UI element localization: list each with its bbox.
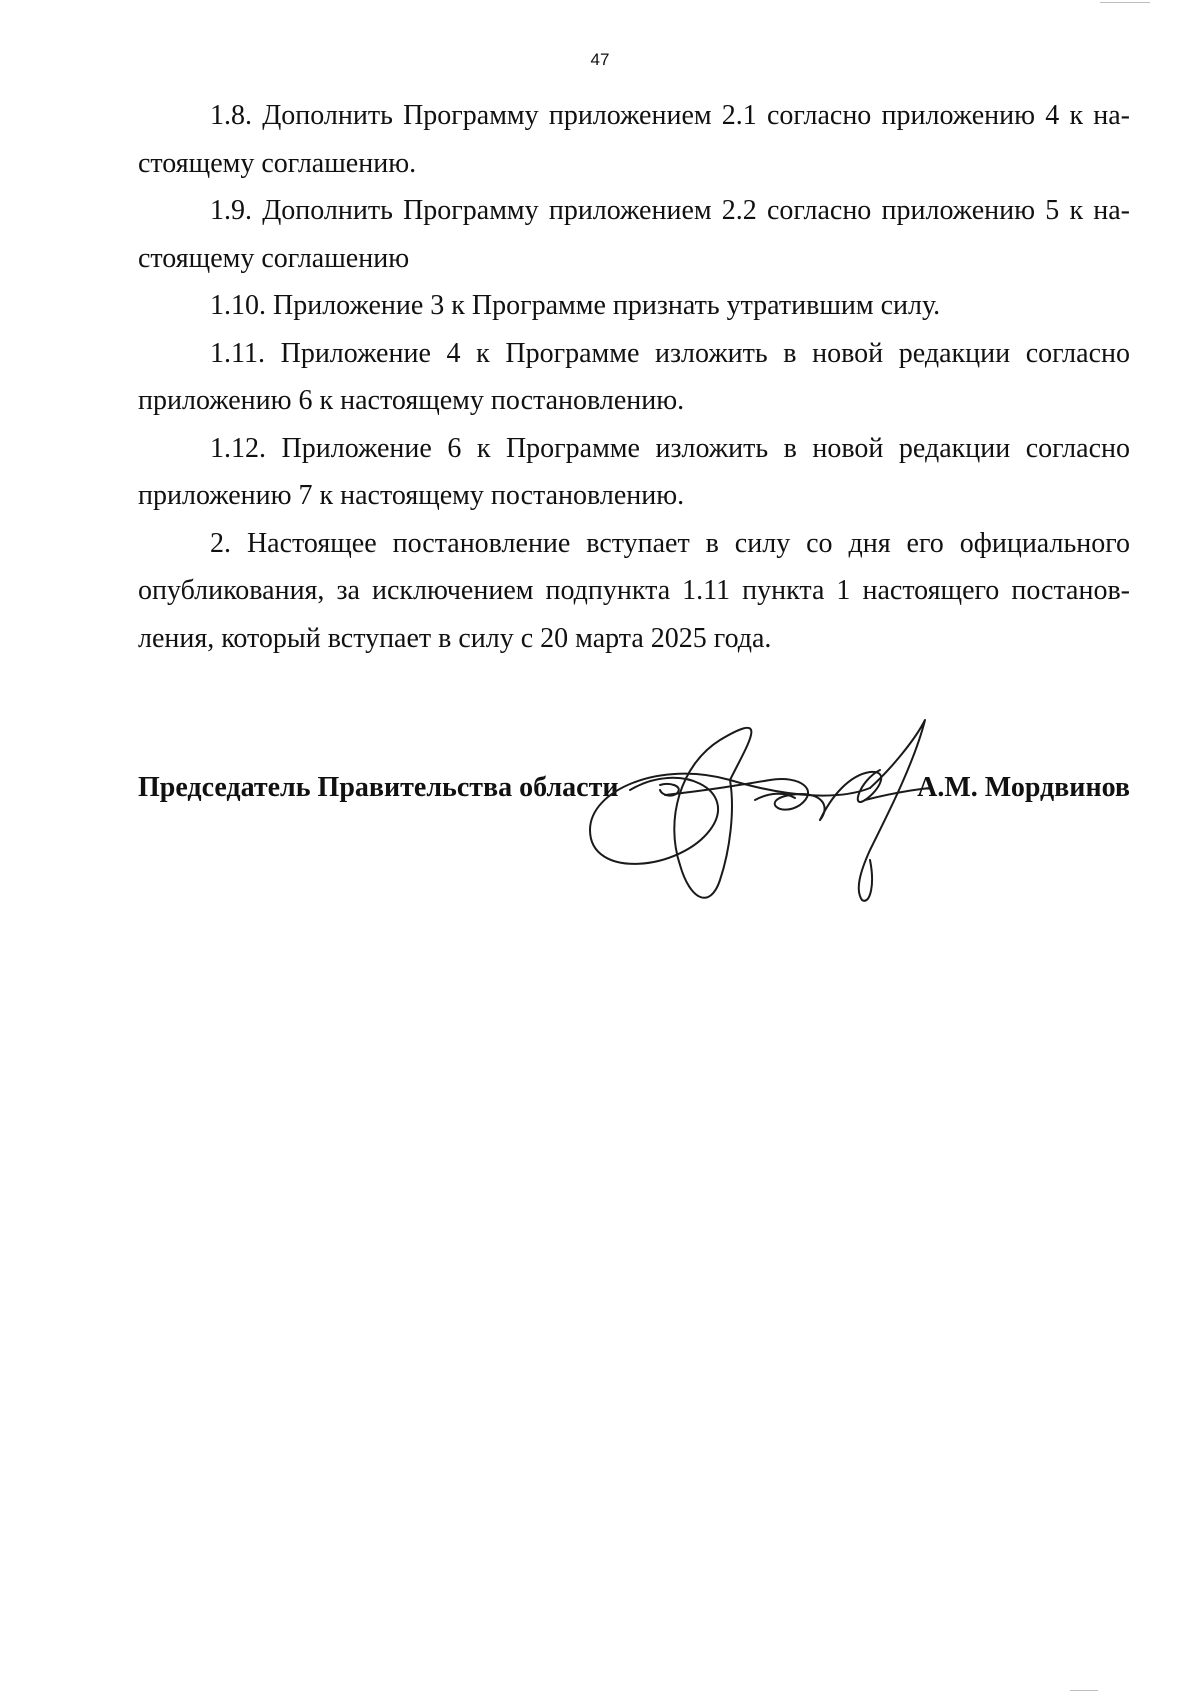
- signer-name: А.М. Мордвинов: [917, 772, 1130, 803]
- page-number: 47: [590, 50, 610, 69]
- paragraph-2: 2. Настоящее постановление вступает в силу со дня его официального опубликования, за исключением подпункта 1.11 пункта 1 настоящего постановления, который вступает в силу с 20 марта 2025 года.: [138, 527, 1130, 654]
- paragraph-1-12: 1.12. Приложение 6 к Программе изложить в новой редакции согласно приложению 7 к настоящему постановлению.: [138, 432, 1130, 511]
- paragraph-1-11: 1.11. Приложение 4 к Программе изложить в новой редакции согласно приложению 6 к настоящему постановлению.: [138, 337, 1130, 416]
- signer-title: Председатель Правительства области: [138, 772, 619, 803]
- scan-edge-mark-bottom: [1070, 1690, 1098, 1691]
- document-body: [138, 92, 1130, 662]
- paragraph-1-9: 1.9. Дополнить Программу приложением 2.2 согласно приложению 5 к настоящему соглашению: [138, 195, 1130, 274]
- paragraph-1-10: 1.10. Приложение 3 к Программе признать утратившим силу.: [210, 290, 941, 321]
- handwritten-signature: [570, 700, 950, 920]
- scan-edge-mark-top: [1100, 2, 1150, 3]
- paragraph-1-8: 1.8. Дополнить Программу приложением 2.1 согласно приложению 4 к настоящему соглашению.: [138, 100, 1130, 179]
